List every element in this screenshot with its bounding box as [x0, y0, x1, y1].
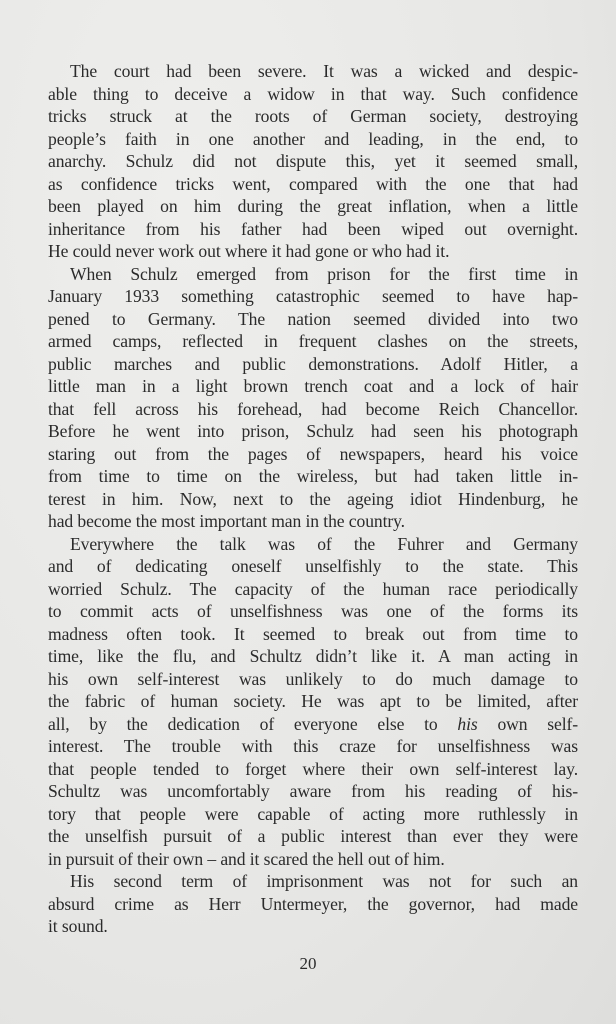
book-page-text [48, 60, 578, 938]
text-line: Schultz was uncomfortably aware from his reading of his- [48, 781, 578, 801]
text-fragment: all, by the dedication of everyone else to [48, 713, 458, 734]
text-line: and of dedicating oneself unselfishly to the state. This [48, 556, 578, 576]
text-line: able thing to deceive a widow in that way. Such confidence [48, 83, 578, 104]
text-line: tricks struck at the roots of German society, destroying [48, 106, 578, 126]
text-line: The court had been severe. It was a wicked and despic- [70, 61, 578, 81]
text-line: worried Schulz. The capacity of the human race periodically [48, 578, 578, 599]
text-line: Before he went into prison, Schulz had seen his photograph [48, 421, 578, 441]
text-line: from time to time on the wireless, but had taken little in- [48, 466, 578, 486]
text-line: January 1933 something catastrophic seemed to have hap- [48, 286, 578, 306]
text-line: His second term of imprisonment was not for such an [70, 871, 578, 891]
text-line: public marches and public demonstrations. Adolf Hitler, a [48, 353, 578, 374]
text-line: to commit acts of unselfishness was one of the forms its [48, 601, 578, 621]
text-line: that people tended to forget where their own self-interest lay. [48, 758, 578, 779]
text-line: the unselfish pursuit of a public interest than ever they were [48, 826, 578, 846]
text-line: Everywhere the talk was of the Fuhrer and Germany [70, 533, 578, 554]
text-line: He could never work out where it had gone or who had it. [48, 241, 450, 261]
text-line: in pursuit of their own – and it scared the hell out of him. [48, 848, 445, 869]
text-line: as confidence tricks went, compared with the one that had [48, 173, 578, 194]
text-line: pened to Germany. The nation seemed divided into two [48, 308, 578, 329]
paragraph-3 [48, 533, 578, 871]
paragraph-4 [48, 870, 578, 938]
text-line: time, like the flu, and Schultz didn’t like it. A man acting in [48, 646, 578, 666]
text-line: little man in a light brown trench coat and a lock of hair [48, 376, 578, 396]
text-line: his own self-interest was unlikely to do much damage to [48, 668, 578, 689]
text-line: staring out from the pages of newspapers, heard his voice [48, 443, 578, 464]
text-line: madness often took. It seemed to break out from time to [48, 623, 578, 644]
text-line: When Schulz emerged from prison for the first time in [70, 263, 578, 284]
paragraph-1 [48, 60, 578, 263]
text-line: the fabric of human society. He was apt to be limited, after [48, 691, 578, 711]
text-line: absurd crime as Herr Untermeyer, the governor, had made [48, 893, 578, 914]
text-line: that fell across his forehead, had become Reich Chancellor. [48, 398, 578, 419]
text-line: been played on him during the great inflation, when a little [48, 196, 578, 216]
text-line-with-italic [48, 713, 578, 736]
text-line: terest in him. Now, next to the ageing idiot Hindenburg, he [48, 488, 578, 509]
text-line: interest. The trouble with this craze for unselfishness was [48, 736, 578, 756]
text-line: armed camps, reflected in frequent clashes on the streets, [48, 331, 578, 351]
text-line: anarchy. Schulz did not dispute this, yet it seemed small, [48, 151, 578, 171]
text-line: tory that people were capable of acting more ruthlessly in [48, 803, 578, 824]
page-number: 20 [299, 954, 317, 973]
text-line: it sound. [48, 916, 108, 936]
text-line: had become the most important man in the country. [48, 511, 405, 531]
text-line: inheritance from his father had been wiped out overnight. [48, 218, 578, 239]
paragraph-2 [48, 263, 578, 533]
italic-emphasis: his [457, 713, 478, 734]
text-fragment: own self- [477, 713, 578, 734]
text-line: people’s faith in one another and leading, in the end, to [48, 128, 578, 149]
